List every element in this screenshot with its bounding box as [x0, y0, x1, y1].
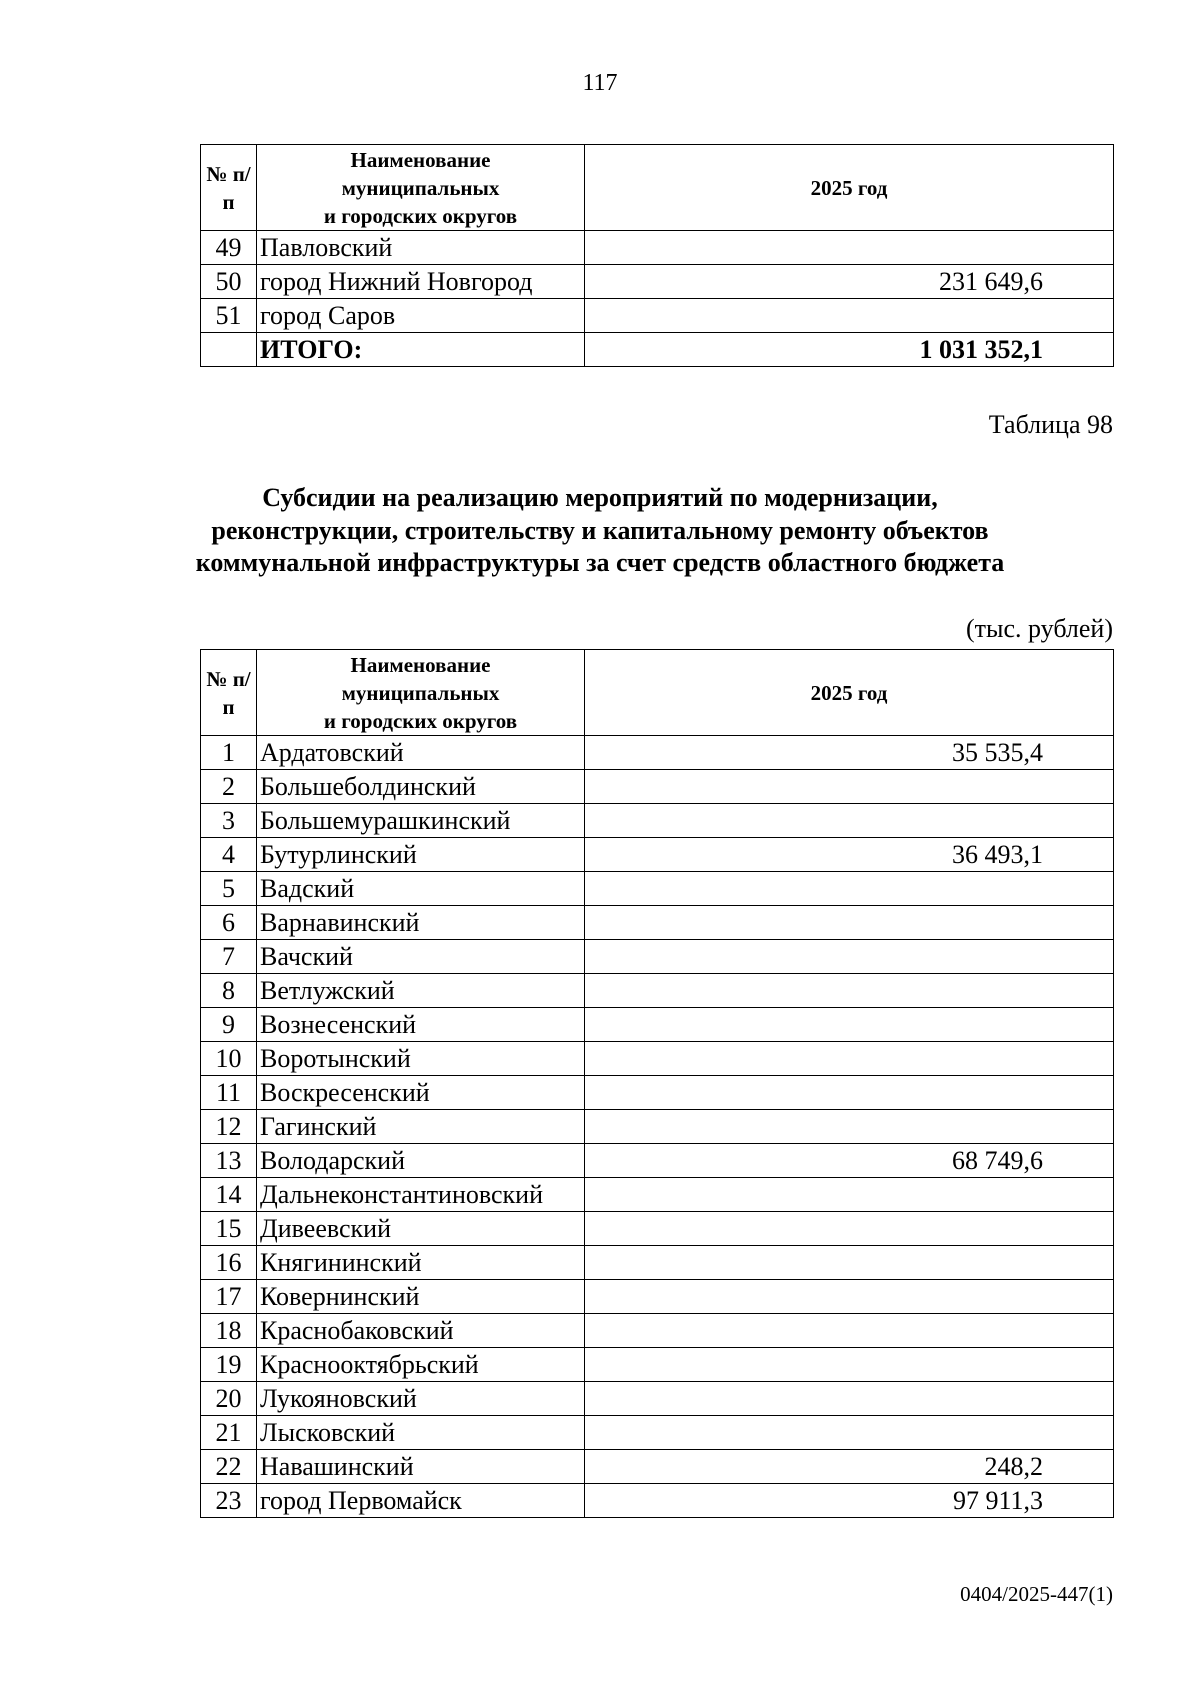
table-continuation — [200, 144, 1114, 367]
table-row — [201, 1314, 1114, 1348]
row-value — [585, 1416, 1114, 1450]
table-row — [201, 1450, 1114, 1484]
row-name: Лысковский — [257, 1416, 585, 1450]
row-name: Павловский — [257, 231, 585, 265]
row-name: Вознесенский — [257, 1008, 585, 1042]
row-number: 5 — [201, 872, 257, 906]
row-number: 51 — [201, 299, 257, 333]
table-header — [201, 145, 1114, 231]
row-name: Краснооктябрьский — [257, 1348, 585, 1382]
row-value: 35 535,4 — [585, 736, 1114, 770]
row-number: 3 — [201, 804, 257, 838]
table-row — [201, 265, 1114, 299]
table-row — [201, 1382, 1114, 1416]
table-row — [201, 299, 1114, 333]
row-name: Гагинский — [257, 1110, 585, 1144]
row-number: 23 — [201, 1484, 257, 1518]
header-name-line: Наименование — [350, 652, 491, 677]
title-line: коммунальной инфраструктуры за счет средств областного бюджета — [195, 548, 1005, 577]
table-row — [201, 1076, 1114, 1110]
row-number: 8 — [201, 974, 257, 1008]
table-row — [201, 940, 1114, 974]
total-no — [201, 333, 257, 367]
row-name: Ардатовский — [257, 736, 585, 770]
row-number: 13 — [201, 1144, 257, 1178]
table-row — [201, 1144, 1114, 1178]
row-number: 18 — [201, 1314, 257, 1348]
table-label: Таблица 98 — [988, 410, 1113, 439]
row-value: 36 493,1 — [585, 838, 1114, 872]
row-number: 49 — [201, 231, 257, 265]
row-name: Бутурлинский — [257, 838, 585, 872]
header-name — [257, 145, 585, 231]
title-line: реконструкции, строительству и капитальному ремонту объектов — [211, 515, 989, 545]
row-value: 97 911,3 — [585, 1484, 1114, 1518]
row-value: 248,2 — [585, 1450, 1114, 1484]
row-name: Вачский — [257, 940, 585, 974]
row-number: 14 — [201, 1178, 257, 1212]
table-title — [0, 482, 1200, 580]
row-name: Краснобаковский — [257, 1314, 585, 1348]
row-name: город Саров — [257, 299, 585, 333]
row-name: Ветлужский — [257, 974, 585, 1008]
row-value: 231 649,6 — [585, 265, 1114, 299]
row-number: 50 — [201, 265, 257, 299]
row-value — [585, 1178, 1114, 1212]
row-number: 19 — [201, 1348, 257, 1382]
row-value — [585, 1280, 1114, 1314]
table-row — [201, 1246, 1114, 1280]
header-name-line: и городских округов — [323, 203, 518, 228]
table-row — [201, 974, 1114, 1008]
row-name: Дивеевский — [257, 1212, 585, 1246]
table-header — [201, 650, 1114, 736]
units-label: (тыс. рублей) — [965, 614, 1113, 643]
row-number: 20 — [201, 1382, 257, 1416]
row-name: Володарский — [257, 1144, 585, 1178]
table-row — [201, 1042, 1114, 1076]
table-row — [201, 1416, 1114, 1450]
row-value — [585, 872, 1114, 906]
row-number: 6 — [201, 906, 257, 940]
title-line: Субсидии на реализацию мероприятий по модернизации, — [262, 483, 938, 512]
page-number: 117 — [582, 70, 618, 96]
table-row — [201, 1280, 1114, 1314]
table-row — [201, 906, 1114, 940]
row-name: Дальнеконстантиновский — [257, 1178, 585, 1212]
row-number: 11 — [201, 1076, 257, 1110]
row-value — [585, 1042, 1114, 1076]
table-row — [201, 872, 1114, 906]
row-number: 12 — [201, 1110, 257, 1144]
header-year: 2025 год — [585, 145, 1114, 231]
row-name: Варнавинский — [257, 906, 585, 940]
row-number: 1 — [201, 736, 257, 770]
header-name — [257, 650, 585, 736]
row-value — [585, 1246, 1114, 1280]
row-value — [585, 1348, 1114, 1382]
row-name: Лукояновский — [257, 1382, 585, 1416]
header-no: № п/п — [201, 650, 257, 736]
row-value — [585, 1110, 1114, 1144]
table-row — [201, 804, 1114, 838]
row-number: 7 — [201, 940, 257, 974]
table-row — [201, 1110, 1114, 1144]
total-label: ИТОГО: — [257, 333, 585, 367]
row-number: 22 — [201, 1450, 257, 1484]
document-code: 0404/2025-447(1) — [960, 1582, 1113, 1606]
header-name-line: Наименование — [350, 147, 491, 172]
row-name: Большемурашкинский — [257, 804, 585, 838]
table-row — [201, 1348, 1114, 1382]
header-year: 2025 год — [585, 650, 1114, 736]
row-number: 10 — [201, 1042, 257, 1076]
row-name: Ковернинский — [257, 1280, 585, 1314]
row-name: город Первомайск — [257, 1484, 585, 1518]
row-name: Воротынский — [257, 1042, 585, 1076]
row-value — [585, 804, 1114, 838]
row-number: 4 — [201, 838, 257, 872]
table-row — [201, 231, 1114, 265]
subsidies-table — [200, 649, 1114, 1518]
row-value — [585, 770, 1114, 804]
table-row — [201, 770, 1114, 804]
table-row — [201, 1212, 1114, 1246]
row-number: 16 — [201, 1246, 257, 1280]
total-row — [201, 333, 1114, 367]
row-value — [585, 299, 1114, 333]
table-row — [201, 1484, 1114, 1518]
table-row — [201, 838, 1114, 872]
row-value — [585, 1382, 1114, 1416]
row-value: 68 749,6 — [585, 1144, 1114, 1178]
row-name: Большеболдинский — [257, 770, 585, 804]
row-value — [585, 974, 1114, 1008]
row-name: Воскресенский — [257, 1076, 585, 1110]
row-value — [585, 231, 1114, 265]
header-name-line: муниципальных — [341, 175, 500, 200]
header-name-line: муниципальных — [341, 680, 500, 705]
total-value: 1 031 352,1 — [585, 333, 1114, 367]
row-value — [585, 1314, 1114, 1348]
row-name: Навашинский — [257, 1450, 585, 1484]
row-number: 9 — [201, 1008, 257, 1042]
header-no: № п/п — [201, 145, 257, 231]
row-number: 21 — [201, 1416, 257, 1450]
row-name: Вадский — [257, 872, 585, 906]
row-value — [585, 906, 1114, 940]
header-name-line: и городских округов — [323, 708, 518, 733]
row-value — [585, 1212, 1114, 1246]
row-value — [585, 1008, 1114, 1042]
table-row — [201, 1008, 1114, 1042]
table-row — [201, 1178, 1114, 1212]
row-name: город Нижний Новгород — [257, 265, 585, 299]
row-value — [585, 1076, 1114, 1110]
row-number: 17 — [201, 1280, 257, 1314]
table-row — [201, 736, 1114, 770]
row-number: 2 — [201, 770, 257, 804]
row-value — [585, 940, 1114, 974]
row-number: 15 — [201, 1212, 257, 1246]
row-name: Княгининский — [257, 1246, 585, 1280]
